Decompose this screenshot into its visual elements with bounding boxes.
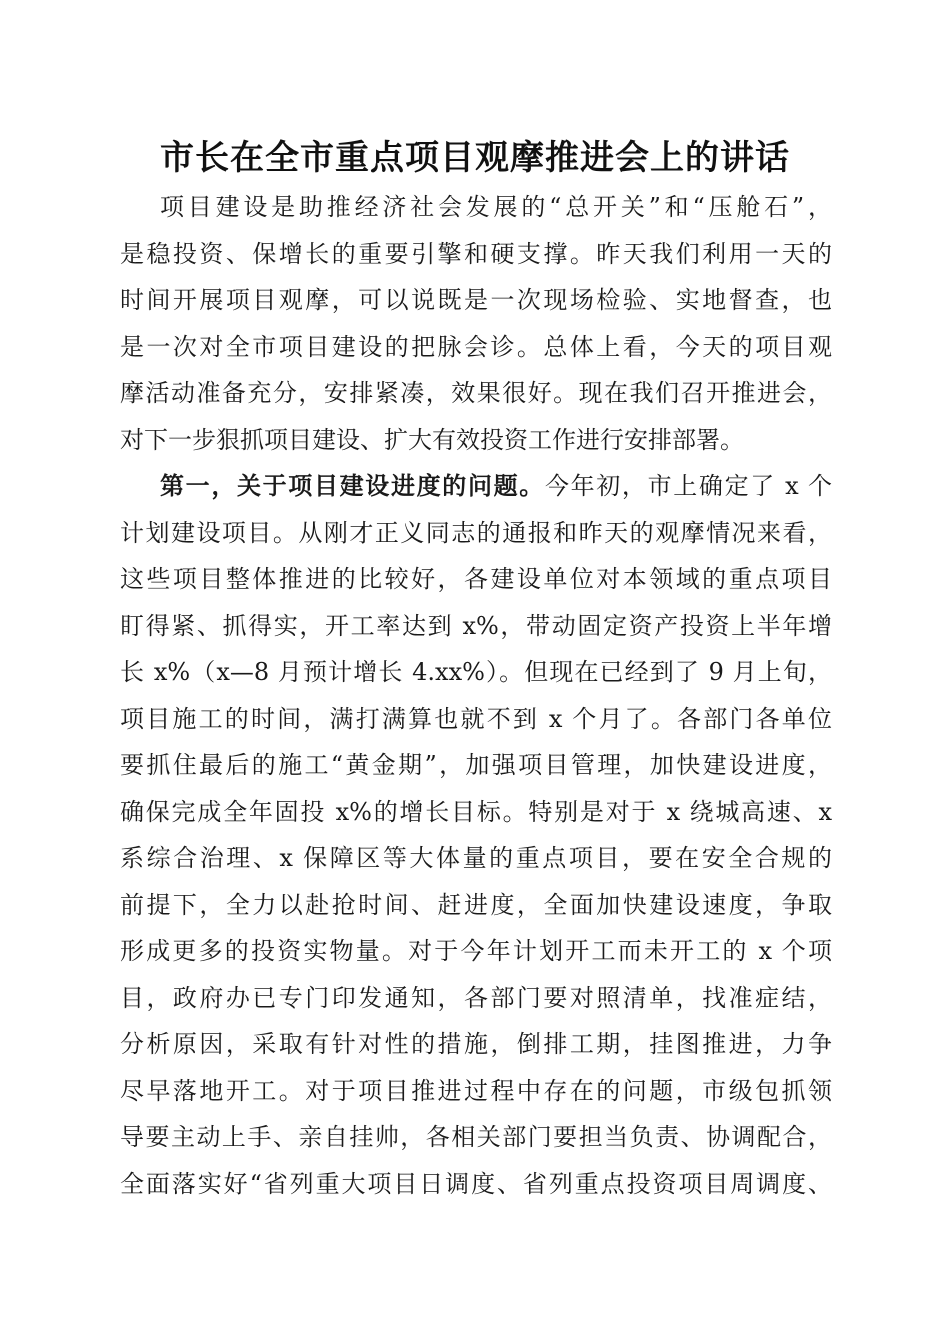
text-line: 分析原因，采取有针对性的措施，倒排工期，挂图推进，力争	[120, 1030, 832, 1058]
text-line: 前提下，全力以赴抢时间、赶进度，全面加快建设速度，争取	[120, 890, 832, 919]
text-line: 是稳投资、保增长的重要引擎和硬支撑。昨天我们利用一天的	[120, 239, 832, 268]
text-line: 对下一步狠抓项目建设、扩大有效投资工作进行安排部署。	[120, 425, 744, 454]
paragraph-1	[120, 184, 832, 463]
text-line: 项目施工的时间，满打满算也就不到 x 个月了。各部门各单位	[120, 704, 832, 733]
text-line: 目，政府办已专门印发通知，各部门要对照清单，找准症结，	[120, 983, 832, 1012]
text-line: 时间开展项目观摩，可以说既是一次现场检验、实地督查，也	[120, 286, 832, 314]
text-line: 要抓住最后的施工“黄金期”，加强项目管理，加快建设进度，	[120, 751, 832, 779]
text-line: 确保完成全年固投 x%的增长目标。特别是对于 x 绕城高速、x	[120, 797, 832, 826]
text-line: 计划建设项目。从刚才正义同志的通报和昨天的观摩情况来看，	[120, 518, 832, 547]
document-body	[120, 184, 832, 1207]
text-span: 今年初，市上确定了 x 个	[544, 472, 833, 500]
paragraph-2	[120, 463, 832, 1207]
text-line: 是一次对全市项目建设的把脉会诊。总体上看，今天的项目观	[120, 332, 832, 361]
text-line: 系综合治理、x 保障区等大体量的重点项目，要在安全合规的	[120, 844, 832, 872]
text-line: 导要主动上手、亲自挂帅，各相关部门要担当负责、协调配合，	[120, 1123, 832, 1151]
document-title: 市长在全市重点项目观摩推进会上的讲话	[160, 138, 790, 178]
text-line: 摩活动准备充分，安排紧凑，效果很好。现在我们召开推进会，	[120, 379, 832, 407]
text-line: 盯得紧、抓得实，开工率达到 x%，带动固定资产投资上半年增	[120, 611, 832, 640]
text-line	[120, 463, 832, 510]
text-line: 全面落实好“省列重大项目日调度、省列重点投资项目周调度、	[120, 1169, 832, 1198]
section-heading: 第一，关于项目建设进度的问题。	[160, 471, 545, 500]
text-line: 长 x%（x—8 月预计增长 4.xx%）。但现在已经到了 9 月上旬，	[120, 658, 832, 686]
text-line: 项目建设是助推经济社会发展的“总开关”和“压舱石”，	[160, 193, 832, 221]
text-line: 尽早落地开工。对于项目推进过程中存在的问题，市级包抓领	[120, 1076, 832, 1105]
text-line: 形成更多的投资实物量。对于今年计划开工而未开工的 x 个项	[120, 937, 832, 965]
text-line: 这些项目整体推进的比较好，各建设单位对本领域的重点项目	[120, 565, 832, 593]
